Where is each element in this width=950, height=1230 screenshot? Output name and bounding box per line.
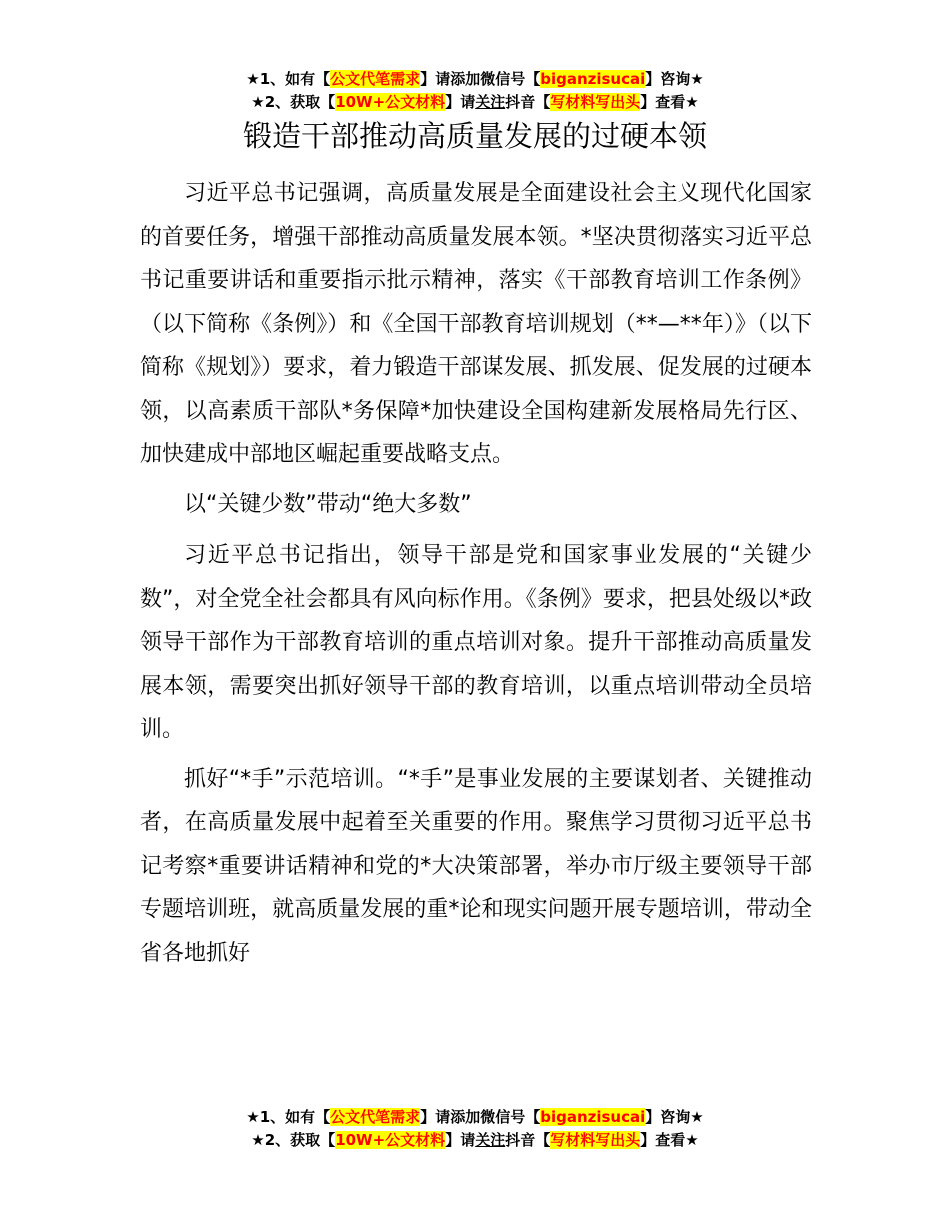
paragraph-key-minority: 习近平总书记指出，领导干部是党和国家事业发展的“关键少数”，对全党全社会都具有风向标作用。《条例》要求，把县处级以*政领导干部作为干部教育培训的重点培训对象。提升干部推动高质量发展本领，需要突出抓好领导干部的教育培训，以重点培训带动全员培训。 [140, 543, 812, 742]
promo-highlight-douyin: 写材料写出头 [550, 1131, 641, 1149]
paragraph-leader-training: 抓好“*手”示范培训。“*手”是事业发展的主要谋划者、关键推动者，在高质量发展中起着至关重要的作用。聚焦学习贯彻习近平总书记考察*重要讲话精神和党的*大决策部署，举办市厅级主要领导干部专题培训班，就高质量发展的重*论和现实问题开展专题培训，带动全省各地抓好 [140, 766, 812, 966]
bottom-promo-banner [0, 1106, 950, 1152]
promo-underlined-follow: 关注 [475, 1131, 506, 1149]
section-heading: 以“关键少数”带动“绝大多数” [184, 491, 472, 517]
promo-highlight-service: 公文代笔需求 [330, 70, 421, 88]
promo-line-2: ★2、获取【10W+公文材料】请关注抖音【写材料写出头】查看★ [251, 1131, 699, 1149]
promo-underlined-follow: 关注 [475, 93, 506, 111]
document-title: 锻造干部推动高质量发展的过硬本领 [242, 119, 707, 153]
promo-highlight-wechat-id: biganzisucai [540, 1108, 646, 1126]
promo-line-1: ★1、如有【公文代笔需求】请添加微信号【biganzisucai】咨询★ [246, 1108, 704, 1126]
paragraph-intro: 习近平总书记强调，高质量发展是全面建设社会主义现代化国家的首要任务，增强干部推动高质量发展本领。*坚决贯彻落实习近平总书记重要讲话和重要指示批示精神，落实《干部教育培训工作条例》（以下简称《条例》）和《全国干部教育培训规划（**—**年）》（以下简称《规划》）要求，着力锻造干部谋发展、抓发展、促发展的过硬本领，以高素质干部队*务保障*加快建设全国构建新发展格局先行区、加快建成中部地区崛起重要战略支点。 [140, 181, 812, 467]
promo-highlight-materials: 10W+公文材料 [335, 1131, 446, 1149]
document-body [140, 172, 812, 981]
promo-highlight-materials: 10W+公文材料 [335, 93, 446, 111]
promo-line-2: ★2、获取【10W+公文材料】请关注抖音【写材料写出头】查看★ [251, 93, 699, 111]
promo-highlight-douyin: 写材料写出头 [550, 93, 641, 111]
top-promo-banner [0, 68, 950, 114]
promo-highlight-wechat-id: biganzisucai [540, 70, 646, 88]
promo-line-1: ★1、如有【公文代笔需求】请添加微信号【biganzisucai】咨询★ [246, 70, 704, 88]
promo-highlight-service: 公文代笔需求 [330, 1108, 421, 1126]
